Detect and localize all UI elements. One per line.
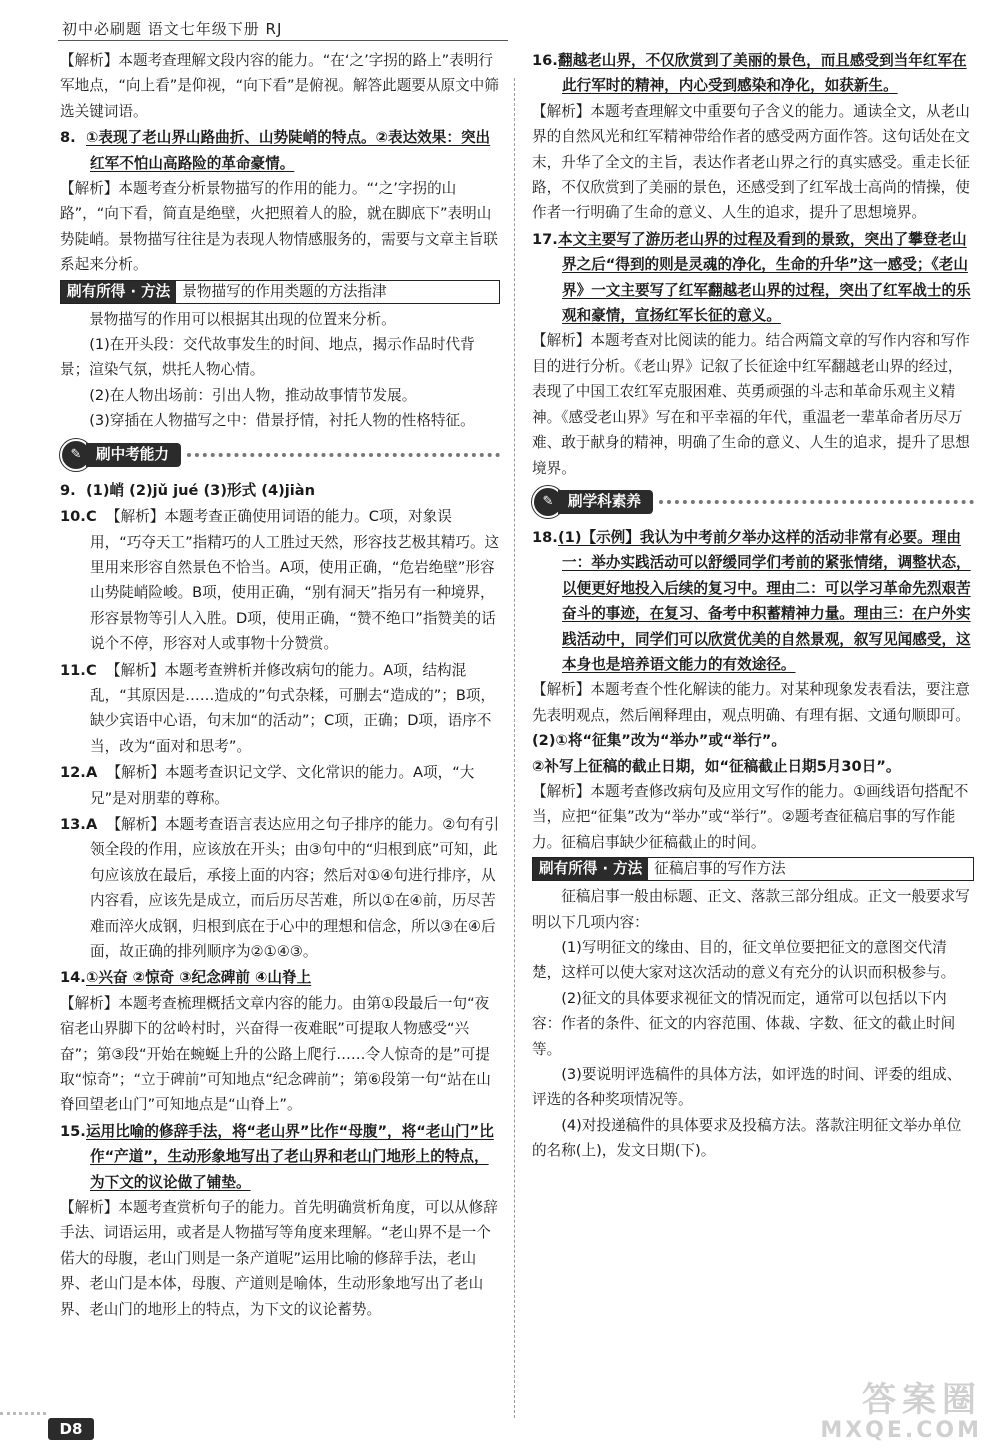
method-line: 征稿启事一般由标题、正文、落款三部分组成。正文一般要求写明以下几项内容： <box>532 888 970 931</box>
page-number: D8 <box>48 1418 94 1440</box>
question-18 <box>532 525 974 855</box>
section-header-exam <box>60 440 500 470</box>
running-header: 初中必刷题 语文七年级下册 RJ <box>62 20 283 38</box>
method-box-1 <box>60 280 500 304</box>
method-line: 景物描写的作用可以根据其出现的位置来分析。 <box>89 310 396 328</box>
page-dots <box>0 1412 46 1445</box>
analysis-text: 【解析】本题考查识记文学、文化常识的能力。A项，“大兄”是对朋辈的尊称。 <box>90 764 475 807</box>
question-16 <box>532 48 974 226</box>
method-box-2 <box>532 857 974 881</box>
question-number: 16. <box>532 52 558 69</box>
analysis-text: 【解析】本题考查理解文中重要句子含义的能力。通读全文，从老山界的自然风光和红军精神带给作者的感受两方面作答。这句话处在文末，升华了全文的主旨，表达作者老山界之行的真实感受。重走长征路，不仅欣赏到了美丽的景色，还感受到了红军战士高尚的情操，使作者一行明确了生命的意义、人生的追求，提升了思想境界。 <box>532 102 970 222</box>
question-number: 9. <box>60 481 76 499</box>
answer-text: (1)【示例】我认为中考前夕举办这样的活动非常有必要。理由一：举办实践活动可以舒缓同学们考前的紧张情绪，调整状态，以便更好地投入后续的复习中。理由二：可以学习革命先烈艰苦奋斗的事迹，在复习、备考中积蓄精神力量。理由三：在户外实践活动中，同学们可以欣赏优美的自然景观，叙写见闻感受，这本身也是培养语文能力的有效途径。 <box>558 528 971 673</box>
question-number: 12. <box>60 764 86 782</box>
header-rule <box>58 40 508 41</box>
answer-text: 翻越老山界，不仅欣赏到了美丽的景色，而且感受到当年红军在此行军时的精神，内心受到感染和净化，如获新生。 <box>558 52 967 95</box>
method-line: (3)穿插在人物描写之中：借景抒情，衬托人物的性格特征。 <box>89 412 475 430</box>
method-title: 景物描写的作用类题的方法指津 <box>182 282 387 300</box>
question-14 <box>60 965 500 1117</box>
analysis-text: 【解析】本题考查正确使用词语的能力。C项，对象误用，“巧夺天工”指精巧的人工胜过天然，形容技艺极其精巧。这里用来形容自然景色不恰当。A项，使用正确，“危岩绝壁”形容山势陡峭险峻。B项，使用正确，“别有洞天”指另有一种境界，形容景物等引人入胜。D项，使用正确，“赞不绝口”指赞美的话说个不停，形容对人或事物十分赞赏。 <box>90 508 500 653</box>
question-number: 11. <box>60 661 86 679</box>
column-divider <box>514 78 515 1418</box>
answer-text: A <box>86 815 98 833</box>
method-line: (4)对投递稿件的具体要求及投稿方法。落款注明征文举办单位的名称(上)，发文日期(下)。 <box>532 1116 962 1160</box>
analysis-text: 【解析】本题考查赏析句子的能力。首先明确赏析角度，可以从修辞手法、词语运用，或者是人物描写等角度来理解。“老山界不是一个偌大的母腹，老山门则是一条产道呢”运用比喻的修辞手法，老山界、老山门是本体，母腹、产道则是喻体，生动形象地写出了老山界、老山门的地形上的特点，为下文的议论蓄势。 <box>60 1199 498 1318</box>
question-15 <box>60 1119 500 1322</box>
method-line: (2)征文的具体要求视征文的情况而定，通常可以包括以下内容：作者的条件、征文的内容范围、体裁、字数、征文的截止时间等。 <box>532 989 956 1058</box>
answer-text: ①表现了老山界山路曲折、山势陡峭的特点。②表达效果：突出红军不怕山高路险的革命豪情。 <box>86 129 491 172</box>
right-column <box>532 48 974 1164</box>
question-8 <box>60 125 500 277</box>
section-label: 刷学科素养 <box>558 490 653 514</box>
analysis-text: 【解析】本题考查梳理概括文章内容的能力。由第①段最后一句“夜宿老山界脚下的岔岭村时，兴奋得一夜难眠”可提取人物感受“兴奋”；第③段“开始在蜿蜒上升的公路上爬行……令人惊奇的是”可提取“惊奇”；“立于碑前”可知地点“纪念碑前”；第⑥段第一句“站在山脊回望老山门”可知地点是“山脊上”。 <box>60 994 491 1114</box>
answer-text: C <box>86 508 97 526</box>
answer-text: ②补写上征稿的截止日期，如“征稿截止日期5月30日”。 <box>532 757 901 775</box>
answer-text: (1)峭 (2)jǔ jué (3)形式 (4)jiàn <box>86 481 316 499</box>
question-17 <box>532 227 974 481</box>
answer-text: 本文主要写了游历老山界的过程及看到的景致，突出了攀登老山界之后“得到的则是灵魂的净化，生命的升华”这一感受；《老山界》一文主要写了红军翻越老山界的过程，突出了红军战士的乐观和豪情，宣扬红军长征的意义。 <box>558 230 971 325</box>
question-number: 18. <box>532 528 558 546</box>
analysis-text: 【解析】本题考查个性化解读的能力。对某种现象发表看法，要注意先表明观点，然后阐释理由，观点明确、有理有据、文通句顺即可。 <box>532 681 970 724</box>
analysis-text: 【解析】本题考查对比阅读的能力。结合两篇文章的写作内容和写作目的进行分析。《老山界》记叙了长征途中红军翻越老山界的经过，表现了中国工农红军克服困难、英勇顽强的斗志和革命乐观主义精神。《感受老山界》写在和平幸福的年代，重温老一辈革命者历尽万难、敢于献身的精神，明确了生命的意义、人生的追求，提升了思想境界。 <box>532 332 970 477</box>
section-badge <box>532 488 653 516</box>
question-number: 13. <box>60 815 86 833</box>
question-9 <box>60 478 500 503</box>
section-dots <box>187 453 500 457</box>
analysis-7: 【解析】本题考查理解文段内容的能力。“在‘之’字拐的路上”表明行军地点，“向上看”是仰视，“向下看”是俯视。解答此题要从原文中筛选关键词语。 <box>60 52 499 120</box>
question-11 <box>60 658 500 760</box>
question-number: 15. <box>60 1122 86 1140</box>
answer-text: A <box>86 764 98 782</box>
answer-text: (2)①将“征集”改为“举办”或“举行”。 <box>532 732 786 750</box>
analysis-text: 【解析】本题考查辨析并修改病句的能力。A项，结构混乱，“其原因是……造成的”句式杂糅，可删去“造成的”；B项，缺少宾语中心语，句末加“的活动”；C项，正确；D项，语序不当，改为“面对和思考”。 <box>90 661 496 755</box>
section-dots <box>659 500 974 504</box>
watermark-logo <box>742 1382 982 1448</box>
watermark-url: MXQE.COM <box>820 1418 982 1443</box>
method-line: (3)要说明评选稿件的具体方法，如评选的时间、评委的组成、评选的各种奖项情况等。 <box>532 1066 962 1109</box>
question-10 <box>60 504 500 656</box>
answer-text: 运用比喻的修辞手法，将“老山界”比作“母腹”，将“老山门”比作“产道”，生动形象地写出了老山界和老山门地形上的特点，为下文的议论做了铺垫。 <box>86 1122 494 1191</box>
answer-text: C <box>86 661 97 679</box>
method-line: (2)在人物出场前：引出人物，推动故事情节发展。 <box>89 386 417 404</box>
section-label: 刷中考能力 <box>86 443 181 467</box>
method-title: 征稿启事的写作方法 <box>654 860 786 878</box>
section-header-literacy <box>532 487 974 517</box>
question-13 <box>60 812 500 964</box>
method-label: 刷有所得 · 方法 <box>533 858 648 880</box>
brush-icon: ✎ <box>532 486 564 518</box>
question-number: 14. <box>60 969 86 987</box>
question-12 <box>60 760 500 811</box>
analysis-text: 【解析】本题考查修改病句及应用文写作的能力。①画线语句搭配不当，应把“征集”改为“举办”或“举行”。②题考查征稿启事的写作能力。征稿启事缺少征稿截止的时间。 <box>532 782 969 851</box>
brush-icon: ✎ <box>60 439 92 471</box>
method-line: (1)写明征文的缘由、目的，征文单位要把征文的意图交代清楚，这样可以使大家对这次活动的意义有充分的认识而积极参与。 <box>532 939 956 982</box>
section-badge <box>60 441 181 469</box>
watermark-text: 答案圈 <box>862 1380 982 1420</box>
method-label: 刷有所得 · 方法 <box>61 281 176 303</box>
left-column <box>60 48 500 1323</box>
analysis-text: 【解析】本题考查分析景物描写的作用的能力。“‘之’字拐的山路”，“向下看，简直是绝壁，火把照着人的脸，就在脚底下”表明山势陡峭。景物描写往往是为表现人物情感服务的，需要与文章主旨联系起来分析。 <box>60 180 498 274</box>
question-number: 8. <box>60 129 76 147</box>
question-number: 17. <box>532 230 558 248</box>
analysis-text: 【解析】本题考查语言表达应用之句子排序的能力。②句有引领全段的作用，应该放在开头；由③句中的“归根到底”可知，此句应该放在最后，承接上面的内容；然后对①④句进行排序，从内容看，应该先是成立，而后历尽苦难，所以①在④前，历尽苦难而淬火成钢，归根到底在于心中的理想和信念，所以③在④后面，故正确的排列顺序为②①④③。 <box>90 815 500 960</box>
answer-text: ①兴奋 ②惊奇 ③纪念碑前 ④山脊上 <box>86 969 312 987</box>
method-line: (1)在开头段：交代故事发生的时间、地点，揭示作品时代背景；渲染气氛，烘托人物心情。 <box>60 336 475 379</box>
question-number: 10. <box>60 508 86 526</box>
